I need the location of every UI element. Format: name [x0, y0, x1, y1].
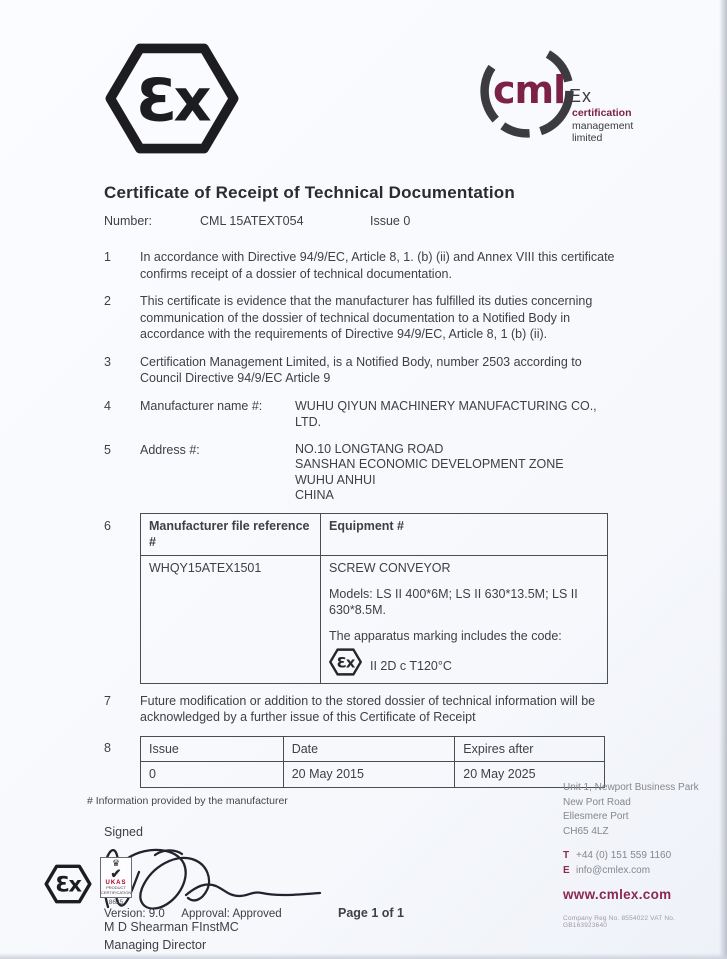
- clause-number: 1: [104, 250, 111, 264]
- ukas-badge: [100, 857, 132, 898]
- date-header: Date: [283, 736, 455, 762]
- cml-subtitle-line3: limited: [572, 132, 603, 144]
- address-value: [295, 442, 624, 504]
- page-number: Page 1 of 1: [338, 906, 404, 920]
- address-line: WUHU ANHUI: [295, 472, 376, 487]
- manufacturer-name-value: WUHU QIYUN MACHINERY MANUFACTURING CO., LTD.: [295, 398, 597, 429]
- scan-edge-right: [719, 0, 727, 959]
- check-icon: ✔: [110, 866, 122, 881]
- ex-glyph: Ɛx: [136, 65, 208, 135]
- email-label: E: [563, 865, 570, 876]
- cml-wordmark: cml: [493, 68, 566, 112]
- clause-text: This certificate is evidence that the manufacturer has fulfilled its duties concerning communication of the dossier of technical documentation to a Notified Body in accordance with the requirements of Directive 94/9/EC, Article 8, 1 (b) (ii).: [140, 294, 593, 341]
- ex-hexagon-logo: [104, 42, 240, 155]
- address-line: CH65 4LZ: [563, 825, 609, 837]
- crown-icon: ♛: [111, 858, 121, 868]
- signatory-name: M D Shearman FInstMC: [104, 919, 239, 934]
- phone-number: +44 (0) 151 559 1160: [576, 850, 672, 861]
- ex-marking-icon: [329, 648, 362, 676]
- clause-4-manufacturer: [104, 398, 624, 431]
- number-label: Number:: [104, 214, 152, 228]
- ex-hexagon-footer-icon: [44, 864, 92, 904]
- version-row: [104, 908, 296, 920]
- certificate-number: CML 15ATEXT054: [200, 214, 304, 228]
- signature-image: [98, 843, 328, 917]
- file-reference-table: [140, 513, 608, 684]
- clause-number: 8: [104, 740, 111, 755]
- clause-text: Certification Management Limited, is a Notified Body, number 2503 according to Council Directive 94/9/EC Article 9: [140, 354, 582, 385]
- issue-label: Issue 0: [370, 214, 411, 228]
- address-label: Address #:: [140, 442, 200, 457]
- issue-header: Issue: [141, 736, 284, 762]
- clause-text: Future modification or addition to the stored dossier of technical information will be acknowledged by a further issue of this Certificate of Receipt: [140, 693, 596, 724]
- phone-row: [563, 848, 719, 863]
- signatory-role: Managing Director: [104, 937, 207, 952]
- clause-number: 6: [104, 518, 111, 533]
- clause-8-issue-table: [104, 733, 624, 788]
- cml-subtitle-line1: certification: [572, 107, 632, 119]
- clause-3: [104, 354, 624, 387]
- svg-text:Ɛx: Ɛx: [336, 653, 355, 671]
- email-address: info@cmlex.com: [576, 865, 651, 876]
- approval-text: Approval: Approved: [181, 908, 282, 920]
- date-value: 20 May 2015: [283, 762, 455, 788]
- marking-intro: The apparatus marking includes the code:: [329, 628, 562, 643]
- contact-block: [563, 781, 719, 929]
- clause-text: In accordance with Directive 94/9/EC, Article 8, 1. (b) (ii) and Annex VIII this certificate confirms receipt of a dossier of technical documentation.: [140, 250, 615, 281]
- cml-ex-label: Ex: [569, 86, 593, 106]
- company-address: [563, 781, 719, 839]
- certificate-number-row: [104, 214, 624, 228]
- address-line: New Port Road: [563, 796, 631, 808]
- clause-6-file-table: [104, 510, 624, 684]
- website-url: www.cmlex.com: [563, 887, 672, 902]
- table-header-row: [141, 513, 608, 555]
- cml-subtitle: [572, 107, 633, 145]
- certificate-body: [87, 183, 624, 953]
- contact-rows: [563, 848, 719, 878]
- address-line: CHINA: [295, 488, 334, 502]
- issue-table: [140, 736, 605, 788]
- cml-logo: [476, 40, 656, 150]
- signed-label: Signed: [104, 824, 143, 839]
- ukas-label: UKAS: [105, 880, 127, 886]
- marking-code: II 2D c T120°C: [370, 659, 452, 673]
- ukas-sub-line1: PRODUCT: [106, 885, 126, 890]
- clause-1: [104, 249, 624, 282]
- address-line: Unit 1, Newport Business Park: [563, 782, 699, 793]
- clause-number: 5: [104, 442, 111, 457]
- ukas-sub-line2: CERTIFICATION: [101, 889, 132, 895]
- email-row: [563, 863, 719, 878]
- certificate-title: Certificate of Receipt of Technical Documentation: [104, 183, 515, 202]
- company-registration-line: Company Reg No. 8554022 VAT No. GB163923640: [563, 915, 676, 929]
- marking-row: [329, 648, 599, 676]
- clause-2: [104, 293, 624, 343]
- version-text: Version: 9.0: [104, 908, 165, 920]
- file-reference-header: Manufacturer file reference #: [141, 513, 321, 555]
- scan-edge-bottom: [0, 953, 727, 959]
- clause-7: [104, 693, 624, 726]
- phone-label: T: [563, 850, 570, 861]
- table-row: [141, 762, 605, 788]
- expires-value: 20 May 2025: [455, 762, 605, 788]
- manufacturer-footnote: # Information provided by the manufacturer: [87, 794, 288, 807]
- manufacturer-name-label: Manufacturer name #:: [140, 398, 263, 413]
- address-line: SANSHAN ECONOMIC DEVELOPMENT ZONE: [295, 457, 564, 471]
- expires-header: Expires after: [455, 736, 605, 762]
- clause-5-address: [104, 442, 624, 504]
- equipment-name: SCREW CONVEYOR: [329, 560, 451, 575]
- clause-number: 7: [104, 693, 111, 708]
- address-line: Ellesmere Port: [563, 811, 629, 822]
- ukas-accreditation-mark: [100, 857, 132, 906]
- cml-subtitle-line2: management: [572, 119, 634, 132]
- equipment-models: Models: LS II 400*6M; LS II 630*13.5M; LS II 630*8.5M.: [329, 586, 578, 617]
- clause-number: 4: [104, 398, 111, 413]
- address-line: NO.10 LONGTANG ROAD: [295, 441, 444, 456]
- clause-number: 2: [104, 294, 111, 308]
- svg-text:Ɛx: Ɛx: [55, 872, 81, 897]
- ukas-number: 8625: [108, 899, 124, 906]
- file-reference-value: WHQY15ATEX1501: [141, 555, 321, 683]
- clause-number: 3: [104, 354, 111, 369]
- issue-value: 0: [141, 762, 284, 788]
- equipment-header: Equipment #: [321, 513, 608, 555]
- equipment-cell: [321, 555, 608, 683]
- table-row: [141, 555, 608, 683]
- table-header-row: [141, 736, 605, 762]
